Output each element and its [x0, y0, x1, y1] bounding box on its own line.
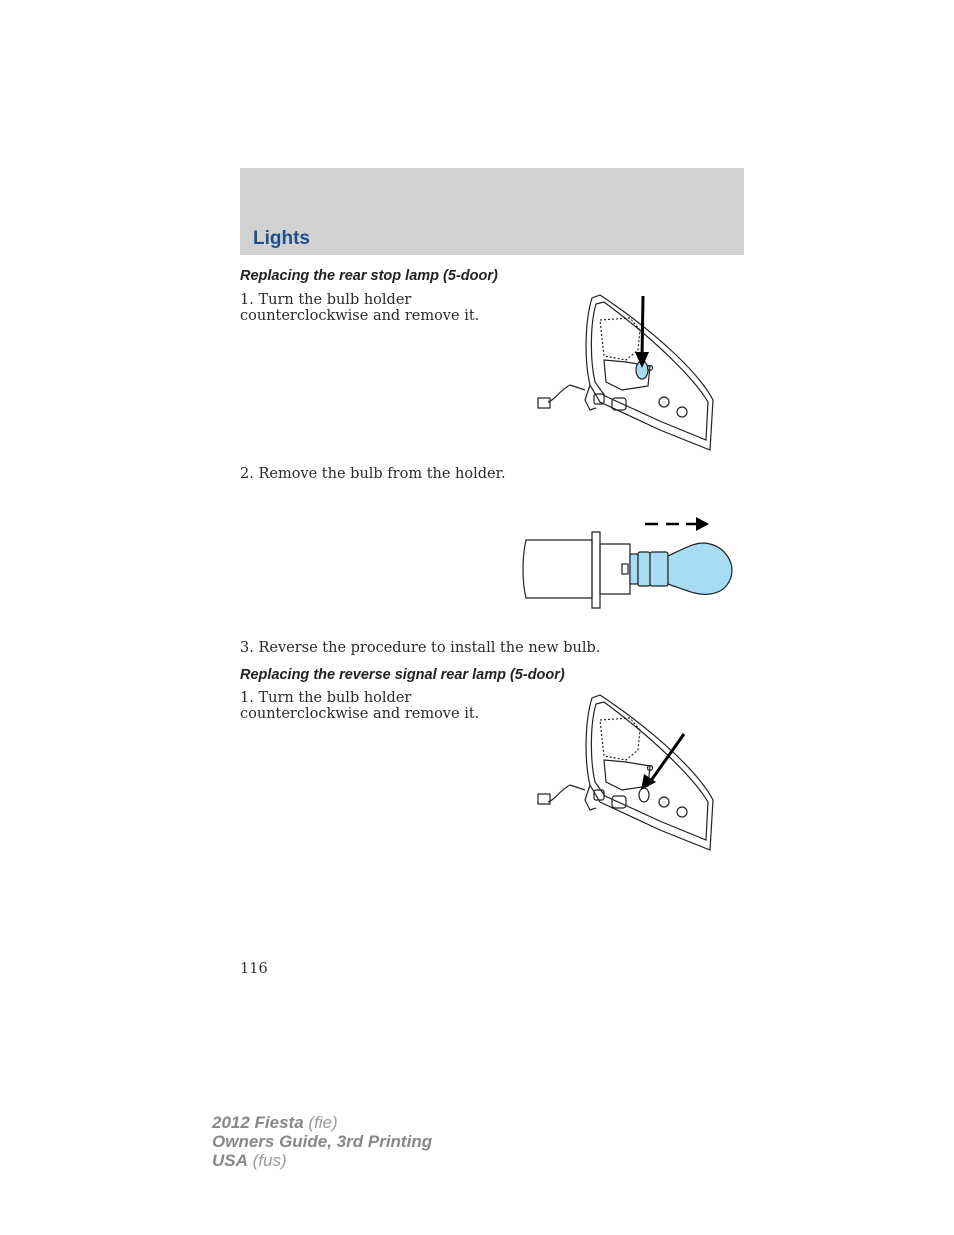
tail-lamp-figure-2: [530, 690, 720, 855]
footer-line-2: Owners Guide, 3rd Printing: [212, 1132, 433, 1151]
subheading-rear-stop-lamp: Replacing the rear stop lamp (5-door): [240, 268, 498, 284]
step-2-text: 2. Remove the bulb from the holder.: [240, 466, 506, 482]
page-number: 116: [240, 961, 268, 977]
step-3-text: 3. Reverse the procedure to install the new bulb.: [240, 640, 601, 656]
footer-line-1: 2012 Fiesta (fie): [212, 1113, 338, 1132]
tail-lamp-figure-1: [530, 290, 720, 455]
footer-line-3: USA (fus): [212, 1151, 287, 1170]
reverse-step-1-text: 1. Turn the bulb holder counterclockwise and remove it.: [240, 690, 480, 722]
section-title: Lights: [253, 228, 310, 249]
step-1-text: 1. Turn the bulb holder counterclockwise and remove it.: [240, 292, 480, 324]
footer: [212, 1113, 432, 1170]
subheading-reverse-signal-lamp: Replacing the reverse signal rear lamp (5-door): [240, 667, 565, 683]
header-band: [240, 168, 744, 255]
bulb-holder-figure: [520, 512, 735, 612]
